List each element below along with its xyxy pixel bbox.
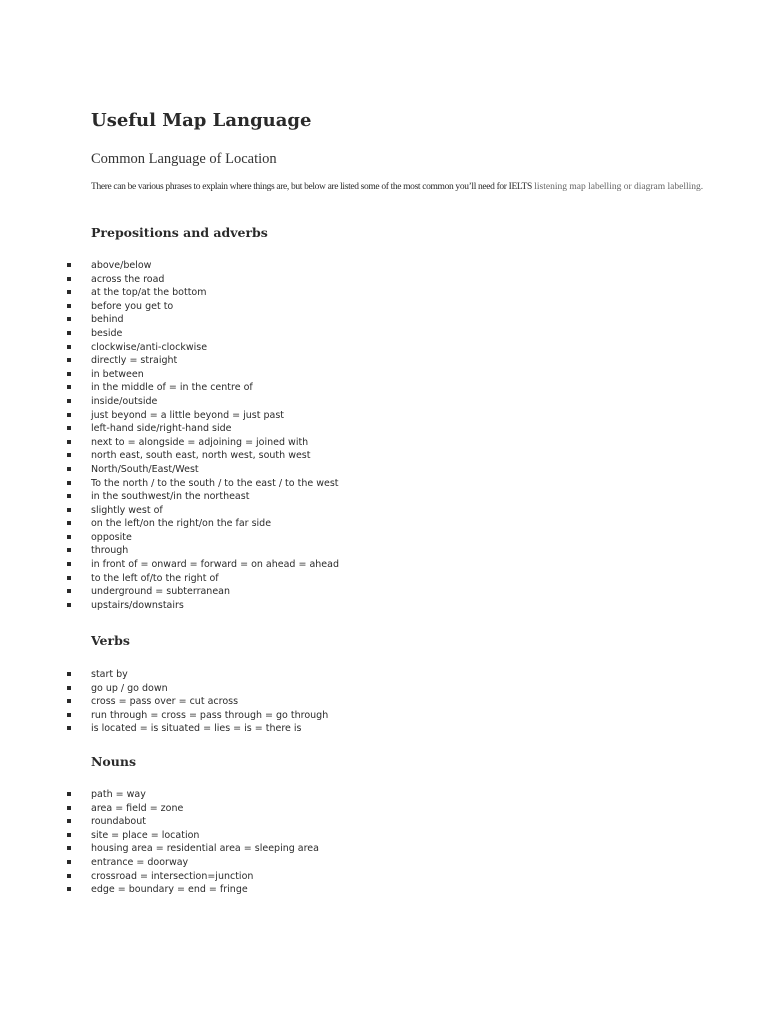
bullet-icon (67, 521, 71, 525)
section-heading-prepositions: Prepositions and adverbs (91, 225, 268, 240)
bullet-icon (67, 548, 71, 552)
list-item-text: underground = subterranean (91, 586, 231, 598)
intro-paragraph (91, 182, 711, 193)
list-item-text: path = way (91, 789, 146, 800)
list-item-text: inside/outside (91, 395, 158, 407)
list-item-text: site = place = location (91, 829, 200, 841)
list-item-text: at the top/at the bottom (91, 287, 207, 299)
list-item-text: behind (91, 314, 124, 326)
bullet-icon (67, 385, 71, 389)
list-item-text: across the road (91, 273, 165, 285)
bullet-icon (67, 860, 71, 864)
section-heading-verbs: Verbs (91, 633, 130, 648)
list-item-text: is located = is situated = lies = is = there is (91, 723, 302, 735)
bullet-icon (67, 290, 71, 294)
bullet-icon (67, 846, 71, 850)
list-item-text: area = field = zone (91, 802, 184, 814)
bullet-icon (67, 806, 71, 810)
list-item-text: in between (91, 368, 144, 380)
list-item-text: next to = alongside = adjoining = joined with (91, 436, 309, 448)
list-item-text: upstairs/downstairs (91, 599, 184, 611)
list-item-text: To the north / to the south / to the east / to the west (91, 477, 339, 489)
list-item-text: in the middle of = in the centre of (91, 382, 253, 394)
bullet-icon (67, 494, 71, 498)
list-item-text: North/South/East/West (91, 463, 199, 475)
list-item-text: just beyond = a little beyond = just past (91, 409, 285, 421)
bullet-icon (67, 699, 71, 703)
bullet-icon (67, 874, 71, 878)
bullet-icon (67, 277, 71, 281)
list-item-text: through (91, 545, 129, 557)
bullet-icon (67, 467, 71, 471)
bullet-icon (67, 589, 71, 593)
intro-tail-text: listening map labelling or diagram labelling. (534, 182, 704, 192)
bullet-icon (67, 792, 71, 796)
bullet-icon (67, 358, 71, 362)
bullet-icon (67, 508, 71, 512)
page-title: Useful Map Language (91, 110, 312, 131)
bullet-icon (67, 833, 71, 837)
section-heading-nouns: Nouns (91, 754, 136, 769)
list-item-text: left-hand side/right-hand side (91, 423, 232, 435)
bullet-icon (67, 372, 71, 376)
list-item-text: roundabout (91, 816, 146, 828)
page-subtitle: Common Language of Location (91, 151, 277, 167)
bullet-icon (67, 686, 71, 690)
bullet-icon (67, 345, 71, 349)
list-item-text: cross = pass over = cut across (91, 696, 239, 708)
bullet-icon (67, 603, 71, 607)
list-item-text: above/below (91, 260, 152, 271)
bullet-icon (67, 576, 71, 580)
bullet-icon (67, 453, 71, 457)
list-item-text: housing area = residential area = sleeping area (91, 843, 319, 855)
list-item-text: in the southwest/in the northeast (91, 491, 250, 503)
list-item-text: edge = boundary = end = fringe (91, 884, 248, 896)
list-item-text: slightly west of (91, 504, 163, 516)
list-item-text: opposite (91, 531, 132, 543)
list-item-text: crossroad = intersection=junction (91, 870, 254, 882)
list-item-text: before you get to (91, 300, 174, 312)
bullet-icon (67, 413, 71, 417)
bullet-icon (67, 426, 71, 430)
bullet-icon (67, 713, 71, 717)
list-item-text: north east, south east, north west, south west (91, 450, 311, 462)
bullet-icon (67, 672, 71, 676)
bullet-icon (67, 535, 71, 539)
intro-lead-text: There can be various phrases to explain where things are, but below are listed some of the most common you’ll need for IELTS (91, 182, 532, 192)
list-item-text: in front of = onward = forward = on ahead = ahead (91, 559, 340, 571)
bullet-icon (67, 263, 71, 267)
list-item-text: entrance = doorway (91, 856, 189, 868)
bullet-icon (67, 331, 71, 335)
list-item-text: beside (91, 327, 123, 339)
bullet-icon (67, 481, 71, 485)
list-item-text: run through = cross = pass through = go through (91, 709, 329, 721)
list-item-text: clockwise/anti-clockwise (91, 341, 208, 353)
bullet-icon (67, 819, 71, 823)
list-item-text: start by (91, 669, 128, 680)
list-item-text: directly = straight (91, 355, 178, 367)
bullet-icon (67, 440, 71, 444)
list-item-text: to the left of/to the right of (91, 572, 219, 584)
bullet-icon (67, 317, 71, 321)
bullet-icon (67, 887, 71, 891)
bullet-icon (67, 562, 71, 566)
bullet-icon (67, 399, 71, 403)
list-item-text: go up / go down (91, 682, 168, 694)
bullet-icon (67, 304, 71, 308)
bullet-icon (67, 726, 71, 730)
list-item-text: on the left/on the right/on the far side (91, 518, 272, 530)
